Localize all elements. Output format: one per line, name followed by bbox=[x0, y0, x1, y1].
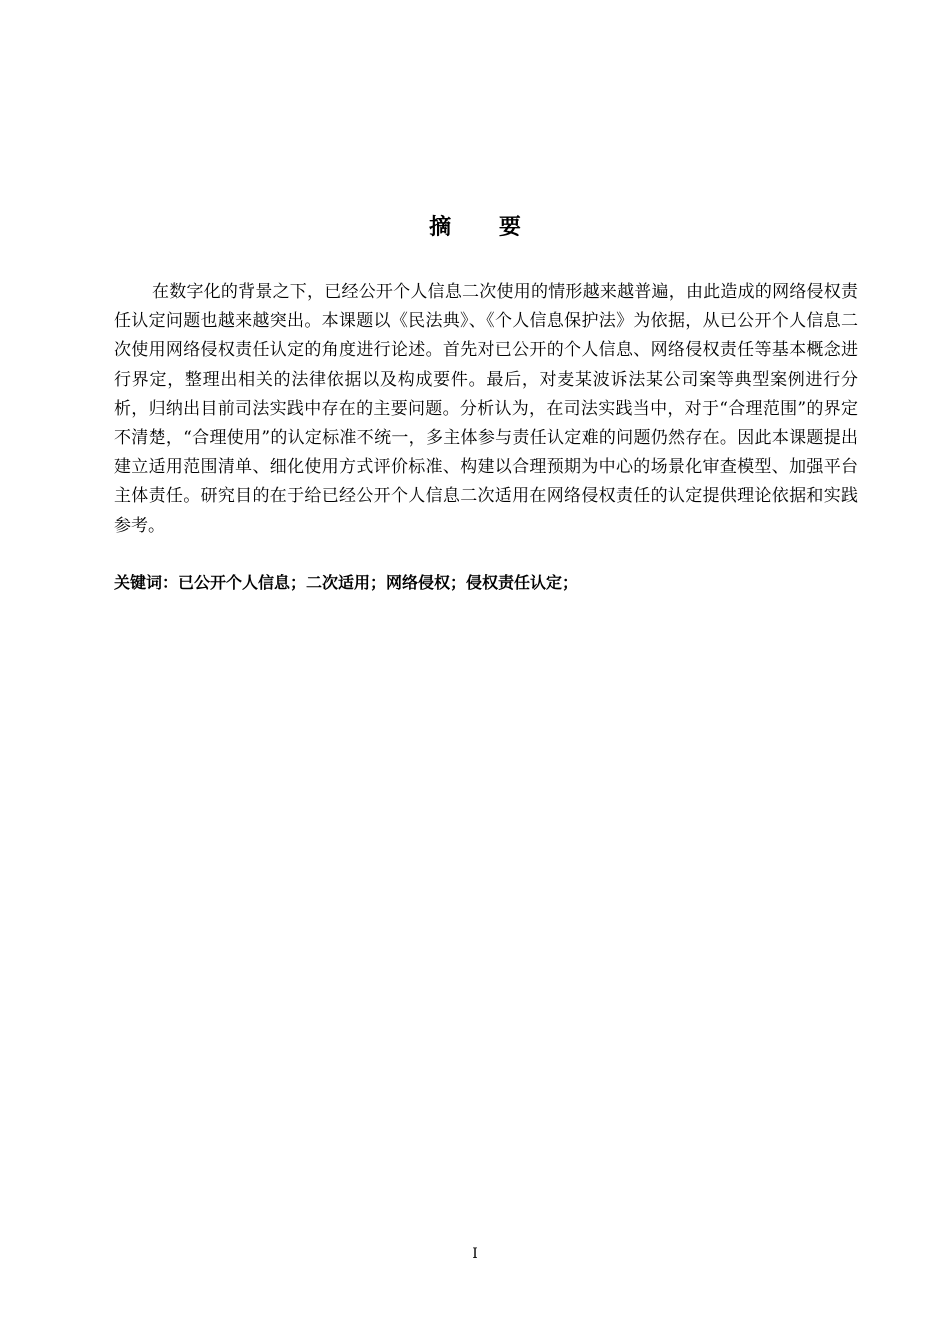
keywords-text: 已公开个人信息；二次适用；网络侵权；侵权责任认定； bbox=[178, 573, 579, 592]
keywords-label: 关键词： bbox=[114, 573, 179, 592]
keywords-line bbox=[114, 568, 858, 597]
abstract-body: 在数字化的背景之下，已经公开个人信息二次使用的情形越来越普遍，由此造成的网络侵权责任认定问题也越来越突出。本课题以《民法典》、《个人信息保护法》为依据，从已公开个人信息二次使用网络侵权责任认定的角度进行论述。首先对已公开的个人信息、网络侵权责任等基本概念进行界定，整理出相关的法律依据以及构成要件。最后，对麦某波诉法某公司案等典型案例进行分析，归纳出目前司法实践中存在的主要问题。分析认为，在司法实践当中，对于“合理范围”的界定不清楚，“合理使用”的认定标准不统一，多主体参与责任认定难的问题仍然存在。因此本课题提出建立适用范围清单、细化使用方式评价标准、构建以合理预期为中心的场景化审查模型、加强平台主体责任。研究目的在于给已经公开个人信息二次适用在网络侵权责任的认定提供理论依据和实践参考。 bbox=[114, 282, 858, 536]
abstract-title: 摘 要 bbox=[429, 215, 541, 240]
page-number: I bbox=[472, 1246, 478, 1262]
